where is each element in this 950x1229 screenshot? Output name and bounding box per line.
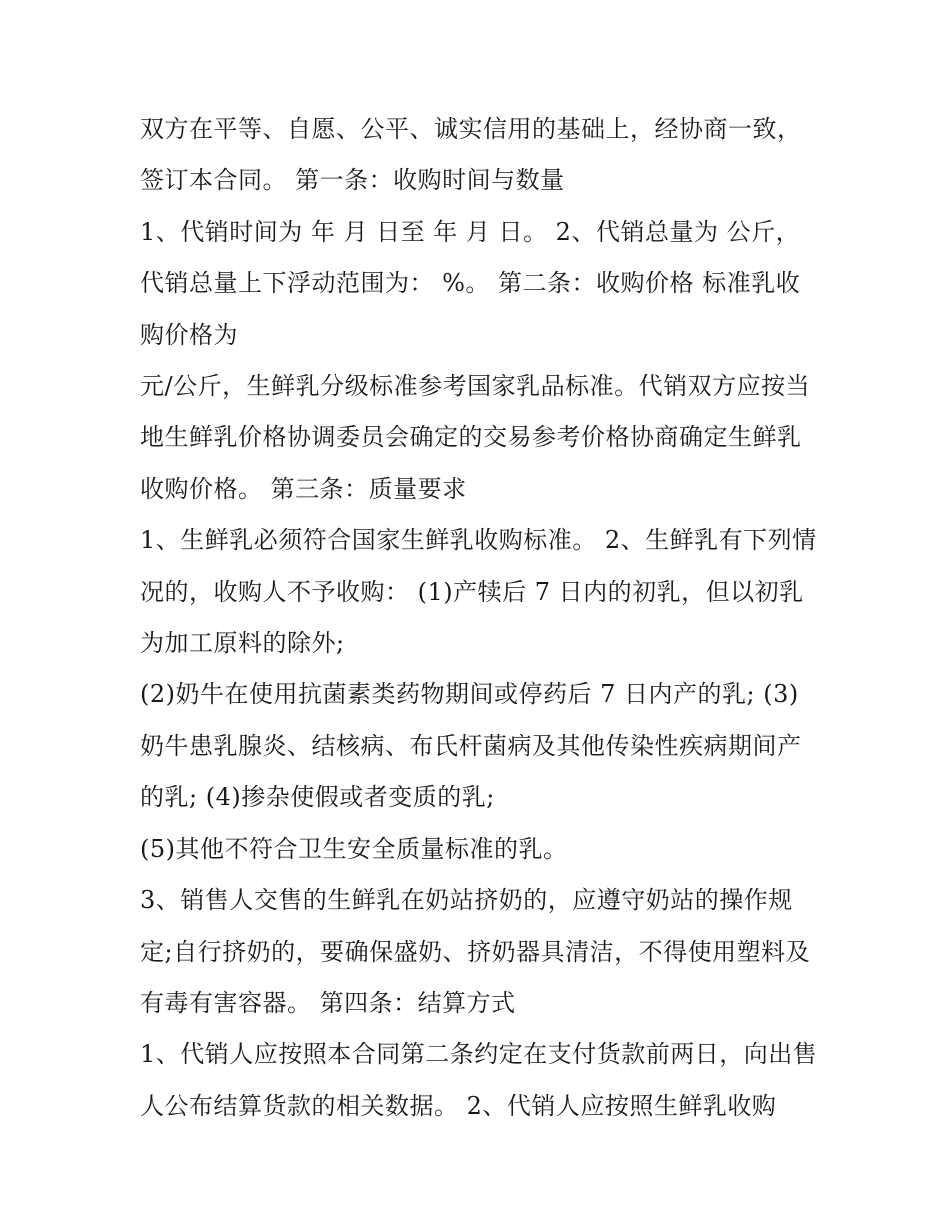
paragraph-article-4: 1、代销人应按照本合同第二条约定在支付货款前两日，向出售人公布结算货款的相关数据。 2、代销人应按照生鲜乳收购 xyxy=(140,1040,818,1120)
paragraph-article-2: 元/公斤，生鲜乳分级标准参考国家乳品标准。代销双方应按当地生鲜乳价格协调委员会确定的交易参考价格协商确定生鲜乳收购价格。 第三条：质量要求 xyxy=(140,372,811,503)
paragraph-article-3-items-1-2: 1、生鲜乳必须符合国家生鲜乳收购标准。 2、生鲜乳有下列情况的，收购人不予收购： (1)产犊后 7 日内的初乳，但以初乳为加工原料的除外; xyxy=(140,526,817,658)
paragraph-article-1: 1、代销时间为 年 月 日至 年 月 日。 2、代销总量为 公斤，代销总量上下浮动范围为： %。 第二条：收购价格 标准乳收购价格为 xyxy=(140,217,801,349)
paragraph-article-3-item-3: 3、销售人交售的生鲜乳在奶站挤奶的，应遵守奶站的操作规定;自行挤奶的，要确保盛奶、挤奶器具清洁，不得使用塑料及有毒有害容器。 第四条：结算方式 xyxy=(140,886,811,1017)
document-body xyxy=(140,104,820,1132)
paragraph-article-3-item-5: (5)其他不符合卫生安全质量标准的乳。 xyxy=(140,834,568,863)
paragraph-article-3-items-2-4: (2)奶牛在使用抗菌素类药物期间或停药后 7 日内产的乳; (3)奶牛患乳腺炎、结核病、布氏杆菌病及其他传染性疾病期间产的乳; (4)掺杂使假或者变质的乳; xyxy=(140,680,802,812)
paragraph-preamble: 双方在平等、自愿、公平、诚实信用的基础上，经协商一致，签订本合同。 第一条：收购时间与数量 xyxy=(140,115,802,195)
